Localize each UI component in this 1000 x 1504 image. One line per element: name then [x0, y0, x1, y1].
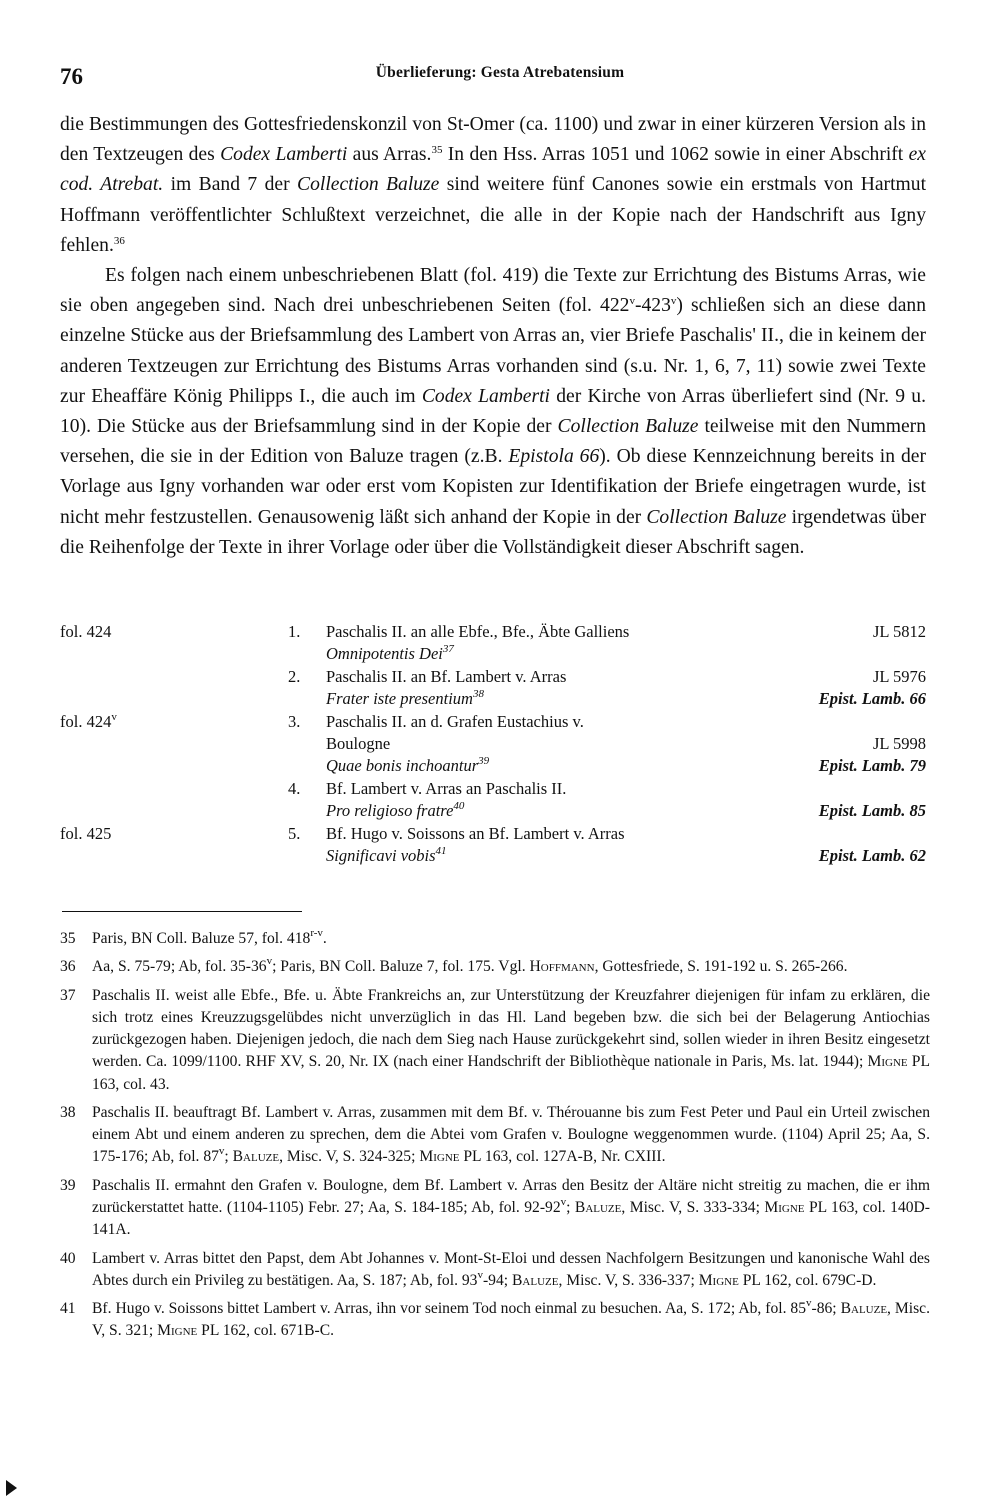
table-row: Boulogne JL 5998 [326, 733, 926, 753]
footnote-41: 41 Bf. Hugo v. Soissons bittet Lambert v. Arras, ihn vor seinem Tod noch einmal zu besuchen. Aa, S. 172; Ab, fol. 85$^v$-86; Baluze, Misc. V, S. 321; Migne PL 162, col. 671B-C. [60, 1297, 930, 1340]
scan-corner-arrow-icon [6, 1480, 17, 1496]
paragraph-2: Es folgen nach einem unbeschriebenen Blatt (fol. 419) die Texte zur Errichtung des Bistums Arras, wie sie oben angegeben sind. Nach drei unbeschriebenen Seiten (fol. 422$^v$-423$^v$) schließen sich an diese dann einzelne Stücke aus der Briefsammlung des Lambert von Arras an, vier Briefe Paschalis' II., die in keinem der anderen Textzeugen zur Errichtung des Bistums Arras vorhanden sind (s.u. Nr. 1, 6, 7, 11) sowie zwei Texte zur Eheaffäre König Philipps I., die auch im Codex Lamberti der Kirche von Arras überliefert sind (Nr. 9 u. 10). Die Stücke aus der Briefsammlung sind in der Kopie der Collection Baluze teilweise mit den Nummern versehen, die sie in der Edition von Baluze tragen (z.B. Epistola 66). Ob diese Kennzeichnung bereits in der Vorlage aus Igny vorhanden war oder erst vom Kopisten zur Identifikation der Briefe eingetragen wurde, ist nicht mehr festzustellen. Genausowenig läßt sich anhand der Kopie in der Collection Baluze irgendetwas über die Reihenfolge der Texte in ihrer Vorlage oder über die Vollständigkeit dieser Abschrift sagen. [60, 265, 927, 558]
table-row: fol. 425 5. Bf. Hugo v. Soissons an Bf. Lambert v. Arras [60, 823, 625, 843]
table-row: fol. 424 1. Paschalis II. an alle Ebfe., Bfe., Äbte Galliens JL 5812 [60, 622, 926, 641]
running-title: Überlieferung: Gesta Atrebatensium [375, 64, 625, 81]
footnote-ref-35[interactable]: 35 [431, 144, 443, 157]
footnote-ref-36[interactable]: 36 [113, 234, 125, 247]
table-row: Quae bonis inchoantur$^{39}$ Epist. Lamb. 79 [326, 755, 926, 776]
table-row: Frater iste presentium$^{38}$ Epist. Lamb. 66 [326, 688, 926, 709]
footnote-40: 40 Lambert v. Arras bittet den Papst, dem Abt Johannes v. Mont-St-Eloi und dessen Nachfolgern Besitzungen und kanonische Wahl des Abtes durch ein Privileg zu bestätigen. Aa, S. 187; Ab, fol. 93$^v$-94; Baluze, Misc. V, S. 336-337; Migne PL 162, col. 679C-D. [60, 1249, 930, 1289]
footnote-39: 39 Paschalis II. ermahnt den Grafen v. Boulogne, dem Bf. Lambert v. Arras den Besitz der Altäre nicht streitig zu machen, die er ihm zurückerstattet hatte. (1104-1105) Febr. 27; Aa, S. 184-185; Ab, fol. 92-92$^v$; Baluze, Misc. V, S. 333-334; Migne PL 163, col. 140D-141A. [60, 1176, 931, 1239]
folio-table [60, 621, 930, 867]
body-text [60, 110, 926, 563]
paragraph-1: die Bestimmungen des Gottesfriedenskonzil von St-Omer (ca. 1100) und zwar in einer kürzeren Version als in den Textzeugen des Codex Lamberti aus Arras.$^{35}$ In den Hss. Arras 1051 und 1062 sowie in einer Abschrift ex cod. Atrebat. im Band 7 der Collection Baluze sind weitere fünf Canones sowie ein erstmals von Hartmut Hoffmann veröffentlichter Schlußtext verzeichnet, die alle in der Kopie nach der Handschrift aus Igny fehlen.$^{36}$ [60, 114, 927, 256]
table-row: 4. Bf. Lambert v. Arras an Paschalis II. [288, 778, 567, 798]
table-row: fol. 424$^v$ 3. Paschalis II. an d. Grafen Eustachius v. [60, 710, 584, 731]
table-row: Pro religioso fratre$^{40}$ Epist. Lamb. 85 [326, 800, 926, 821]
footnote-37: 37 Paschalis II. weist alle Ebfe., Bfe. u. Äbte Frankreichs an, zur Unterstützung der Kreuzfahrer diejenigen für infam zu erklären, die sich trotz eines Kreuzzugsgelübdes nicht unverzüglich in das Hl. Land begeben bzw. die sich bei der Belagerung Antiochias zurückgezogen haben. Diejenigen jedoch, die nach dem Sieg nach Hause zurückgekehrt sind, sollen wieder in ihren Besitz eingesetzt werden. Ca. 1099/1100. RHF XV, S. 20, Nr. IX (nach einer Handschrift der Bibliothèque nationale in Paris, Ms. lat. 1944); Migne PL 163, col. 43. [60, 986, 930, 1093]
page-number: 76 [60, 64, 83, 89]
table-row: 2. Paschalis II. an Bf. Lambert v. Arras JL 5976 [288, 666, 926, 686]
footnote-38: 38 Paschalis II. beauftragt Bf. Lambert v. Arras, zusammen mit dem Bf. v. Thérouanne bis zum Fest Peter und Paul ein Urteil zwischen einem Abt und einem anderen zu sprechen, dem die Abtei vom Grafen v. Boulogne weggenommen wurde. (1104) April 25; Aa, S. 175-176; Ab, fol. 87$^v$; Baluze, Misc. V, S. 324-325; Migne PL 163, col. 127A-B, Nr. CXIII. [60, 1103, 930, 1166]
footnote-35: 35 Paris, BN Coll. Baluze 57, fol. 418$^{r-v}$. [60, 927, 327, 947]
table-row: Significavi vobis$^{41}$ Epist. Lamb. 62 [326, 844, 926, 865]
footnote-36: 36 Aa, S. 75-79; Ab, fol. 35-36$^v$; Paris, BN Coll. Baluze 7, fol. 175. Vgl. Hoffmann, Gottesfriede, S. 191-192 u. S. 265-266. [60, 955, 848, 976]
table-row: Omnipotentis Dei$^{37}$ [326, 643, 454, 664]
footnotes [60, 928, 930, 1349]
footnote-divider [62, 911, 302, 912]
